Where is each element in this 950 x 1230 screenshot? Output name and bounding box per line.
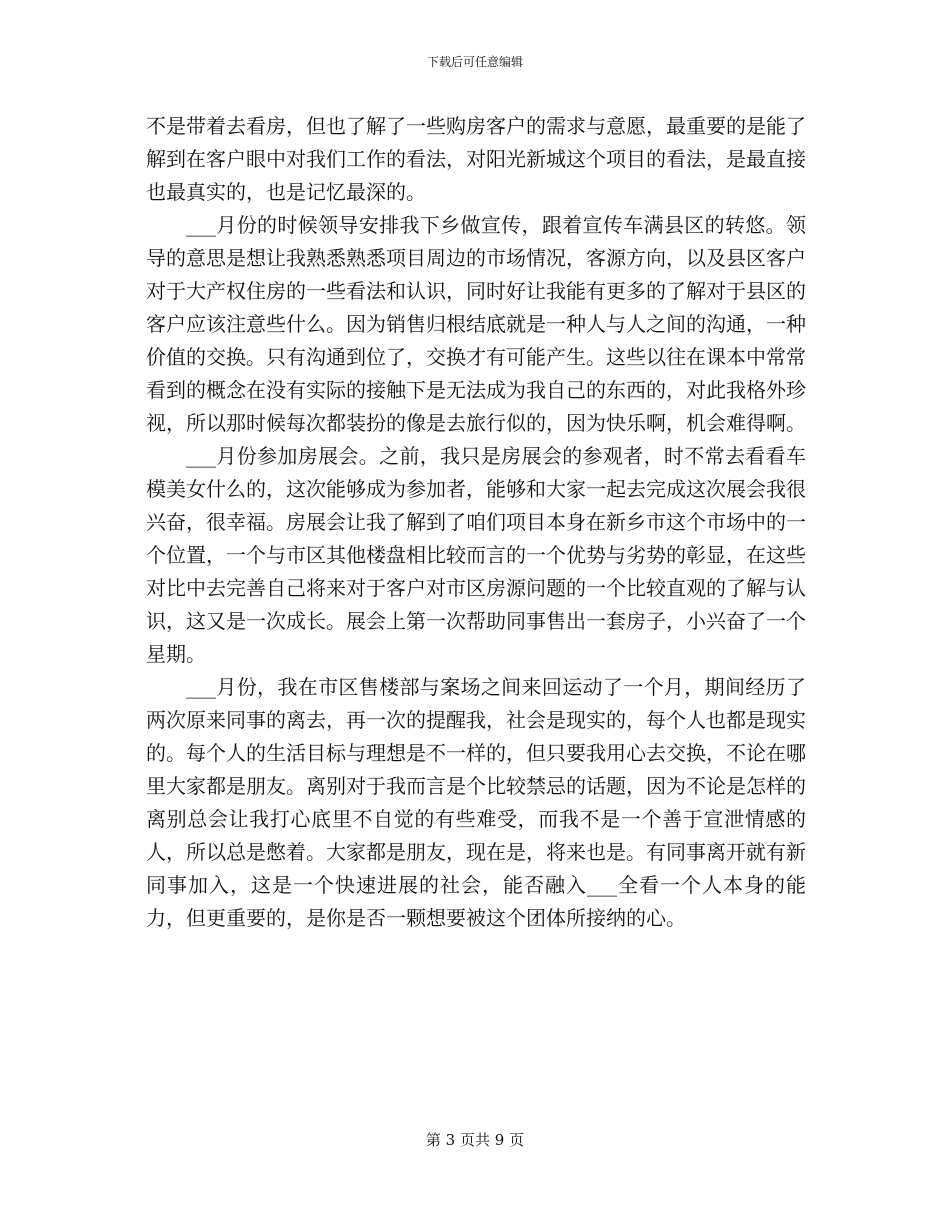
paragraph: ___月份的时候领导安排我下乡做宣传，跟着宣传车满县区的转悠。领导的意思是想让我熟悉熟悉项目周边的市场情况，客源方向，以及县区客户对于大产权住房的一些看法和认识，同时好让我能有更多的了解对于县区的客户应该注意些什么。因为销售归根结底就是一种人与人之间的沟通，一种价值的交换。只有沟通到位了，交换才有可能产生。这些以往在课本中常常看到的概念在没有实际的接触下是无法成为我自己的东西的，对此我格外珍视，所以那时候每次都装扮的像是去旅行似的，因为快乐啊，机会难得啊。: [146, 213, 806, 435]
paragraph: ___月份参加房展会。之前，我只是房展会的参观者，时不常去看看车模美女什么的，这次能够成为参加者，能够和大家一起去完成这次展会我很兴奋，很幸福。房展会让我了解到了咱们项目本身在新乡市这个市场中的一个位置，一个与市区其他楼盘相比较而言的一个优势与劣势的彰显，在这些对比中去完善自己将来对于客户对市区房源问题的一个比较直观的了解与认识，这又是一次成长。展会上第一次帮助同事售出一套房子，小兴奋了一个星期。: [146, 444, 806, 666]
page-header: 下载后可任意编辑: [426, 55, 523, 69]
document-body: [146, 110, 806, 935]
paragraph: ___月份，我在市区售楼部与案场之间来回运动了一个月，期间经历了两次原来同事的离去，再一次的提醒我，社会是现实的，每个人也都是现实的。每个人的生活目标与理想是不一样的，但只要我用心去交换，不论在哪里大家都是朋友。离别对于我而言是个比较禁忌的话题，因为不论是怎样的离别总会让我打心底里不自觉的有些难受，而我不是一个善于宣泄情感的人，所以总是憋着。大家都是朋友，现在是，将来也是。有同事离开就有新同事加入，这是一个快速进展的社会，能否融入___全看一个人本身的能力，但更重要的，是你是否一颗想要被这个团体所接纳的心。: [146, 675, 806, 930]
paragraph: 不是带着去看房，但也了解了一些购房客户的需求与意愿，最重要的是能了解到在客户眼中对我们工作的看法，对阳光新城这个项目的看法，是最直接也最真实的，也是记忆最深的。: [146, 114, 806, 204]
page-number: 第 3 页共 9 页: [425, 1131, 525, 1149]
